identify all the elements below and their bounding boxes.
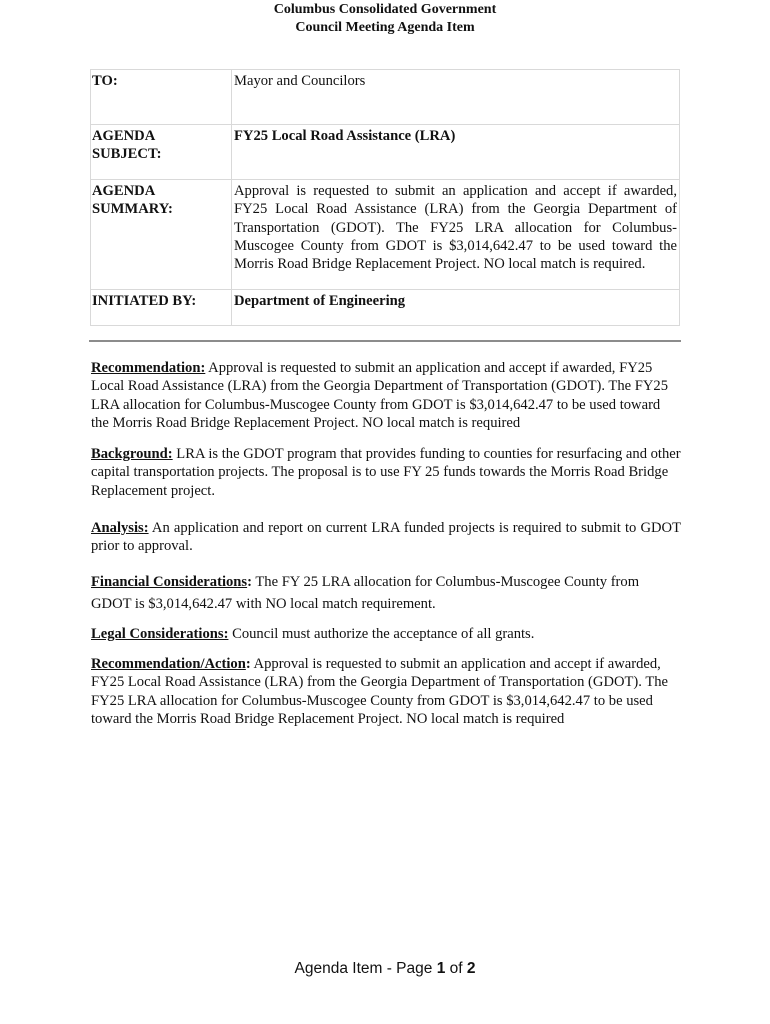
- agenda-info-table: [90, 69, 680, 326]
- analysis-text: An application and report on current LRA funded projects is required to submit to GDOT prior to approval.: [91, 520, 681, 555]
- recommendation-action-heading: Recommendation/Action: [91, 656, 246, 672]
- to-row: [91, 70, 680, 125]
- recommendation-section: [91, 359, 681, 432]
- footer-of: of: [445, 960, 467, 977]
- background-section: [91, 445, 681, 500]
- agenda-subject-label-line1: AGENDA: [92, 128, 156, 144]
- footer-prefix: Agenda Item - Page: [294, 960, 437, 977]
- to-value: Mayor and Councilors: [232, 70, 680, 125]
- to-label: TO:: [91, 70, 232, 125]
- recommendation-action-text: Approval is requested to submit an application and accept if awarded, FY25 Local Road Assistance (LRA) from the Georgia Department of Transportation (GDOT). The FY25 LRA allocation for Columbus-Muscogee County from GDOT is $3,014,642.47 to be used toward the Morris Road Bridge Replacement Project. NO local match is required: [91, 656, 669, 727]
- agenda-summary-label-line1: AGENDA: [92, 183, 156, 199]
- agenda-subject-value: FY25 Local Road Assistance (LRA): [232, 125, 680, 180]
- recommendation-heading: Recommendation:: [91, 360, 206, 376]
- legal-considerations-heading: Legal Considerations:: [91, 626, 229, 642]
- recommendation-text: Approval is requested to submit an application and accept if awarded, FY25 Local Road Assistance (LRA) from the Georgia Department of Transportation (GDOT). The FY25 LRA allocation for Columbus-Muscogee County from GDOT is $3,014,642.47 to be used toward the Morris Road Bridge Replacement Project. NO local match is required: [91, 360, 669, 431]
- agenda-summary-value: Approval is requested to submit an application and accept if awarded, FY25 Local Road Assistance (LRA) from the Georgia Department of Transportation (GDOT). The FY25 LRA allocation for Columbus-Muscogee County from GDOT is $3,014,642.47 to be used toward the Morris Road Bridge Replacement Project. NO local match is required.: [232, 180, 680, 290]
- financial-considerations-colon: :: [247, 574, 252, 590]
- initiated-by-value: Department of Engineering: [232, 290, 680, 326]
- agenda-summary-label-line2: SUMMARY:: [92, 201, 173, 218]
- analysis-heading: Analysis:: [91, 520, 149, 536]
- financial-considerations-heading: Financial Considerations: [91, 574, 248, 590]
- footer-page-number: 1: [436, 960, 446, 977]
- initiated-by-row: [91, 290, 680, 326]
- legal-considerations-text: Council must authorize the acceptance of all grants.: [228, 626, 535, 642]
- analysis-section: [91, 519, 681, 556]
- agenda-subject-label: [91, 125, 232, 180]
- section-divider: [89, 340, 681, 342]
- recommendation-action-section: [91, 655, 671, 728]
- document-type-title: Council Meeting Agenda Item: [295, 20, 475, 35]
- financial-considerations-section: [91, 572, 681, 615]
- financial-considerations-text: The FY 25 LRA allocation for Columbus-Muscogee County from GDOT is $3,014,642.47 with NO local match requirement.: [91, 574, 640, 612]
- initiated-by-label: INITIATED BY:: [91, 290, 232, 326]
- background-text: LRA is the GDOT program that provides funding to counties for resurfacing and other capital transportation projects. The proposal is to use FY 25 funds towards the Morris Road Bridge Replacement project.: [91, 446, 681, 499]
- agenda-subject-row: [91, 125, 680, 180]
- legal-considerations-section: [91, 625, 681, 643]
- document-header: [0, 1, 770, 37]
- agenda-summary-label: [91, 180, 232, 290]
- agenda-subject-label-line2: SUBJECT:: [92, 146, 162, 163]
- recommendation-action-colon: :: [245, 656, 251, 672]
- background-heading: Background:: [91, 446, 173, 462]
- page-footer: [0, 960, 770, 978]
- agenda-summary-row: [91, 180, 680, 290]
- government-name: Columbus Consolidated Government: [273, 2, 497, 17]
- footer-total-pages: 2: [466, 960, 476, 977]
